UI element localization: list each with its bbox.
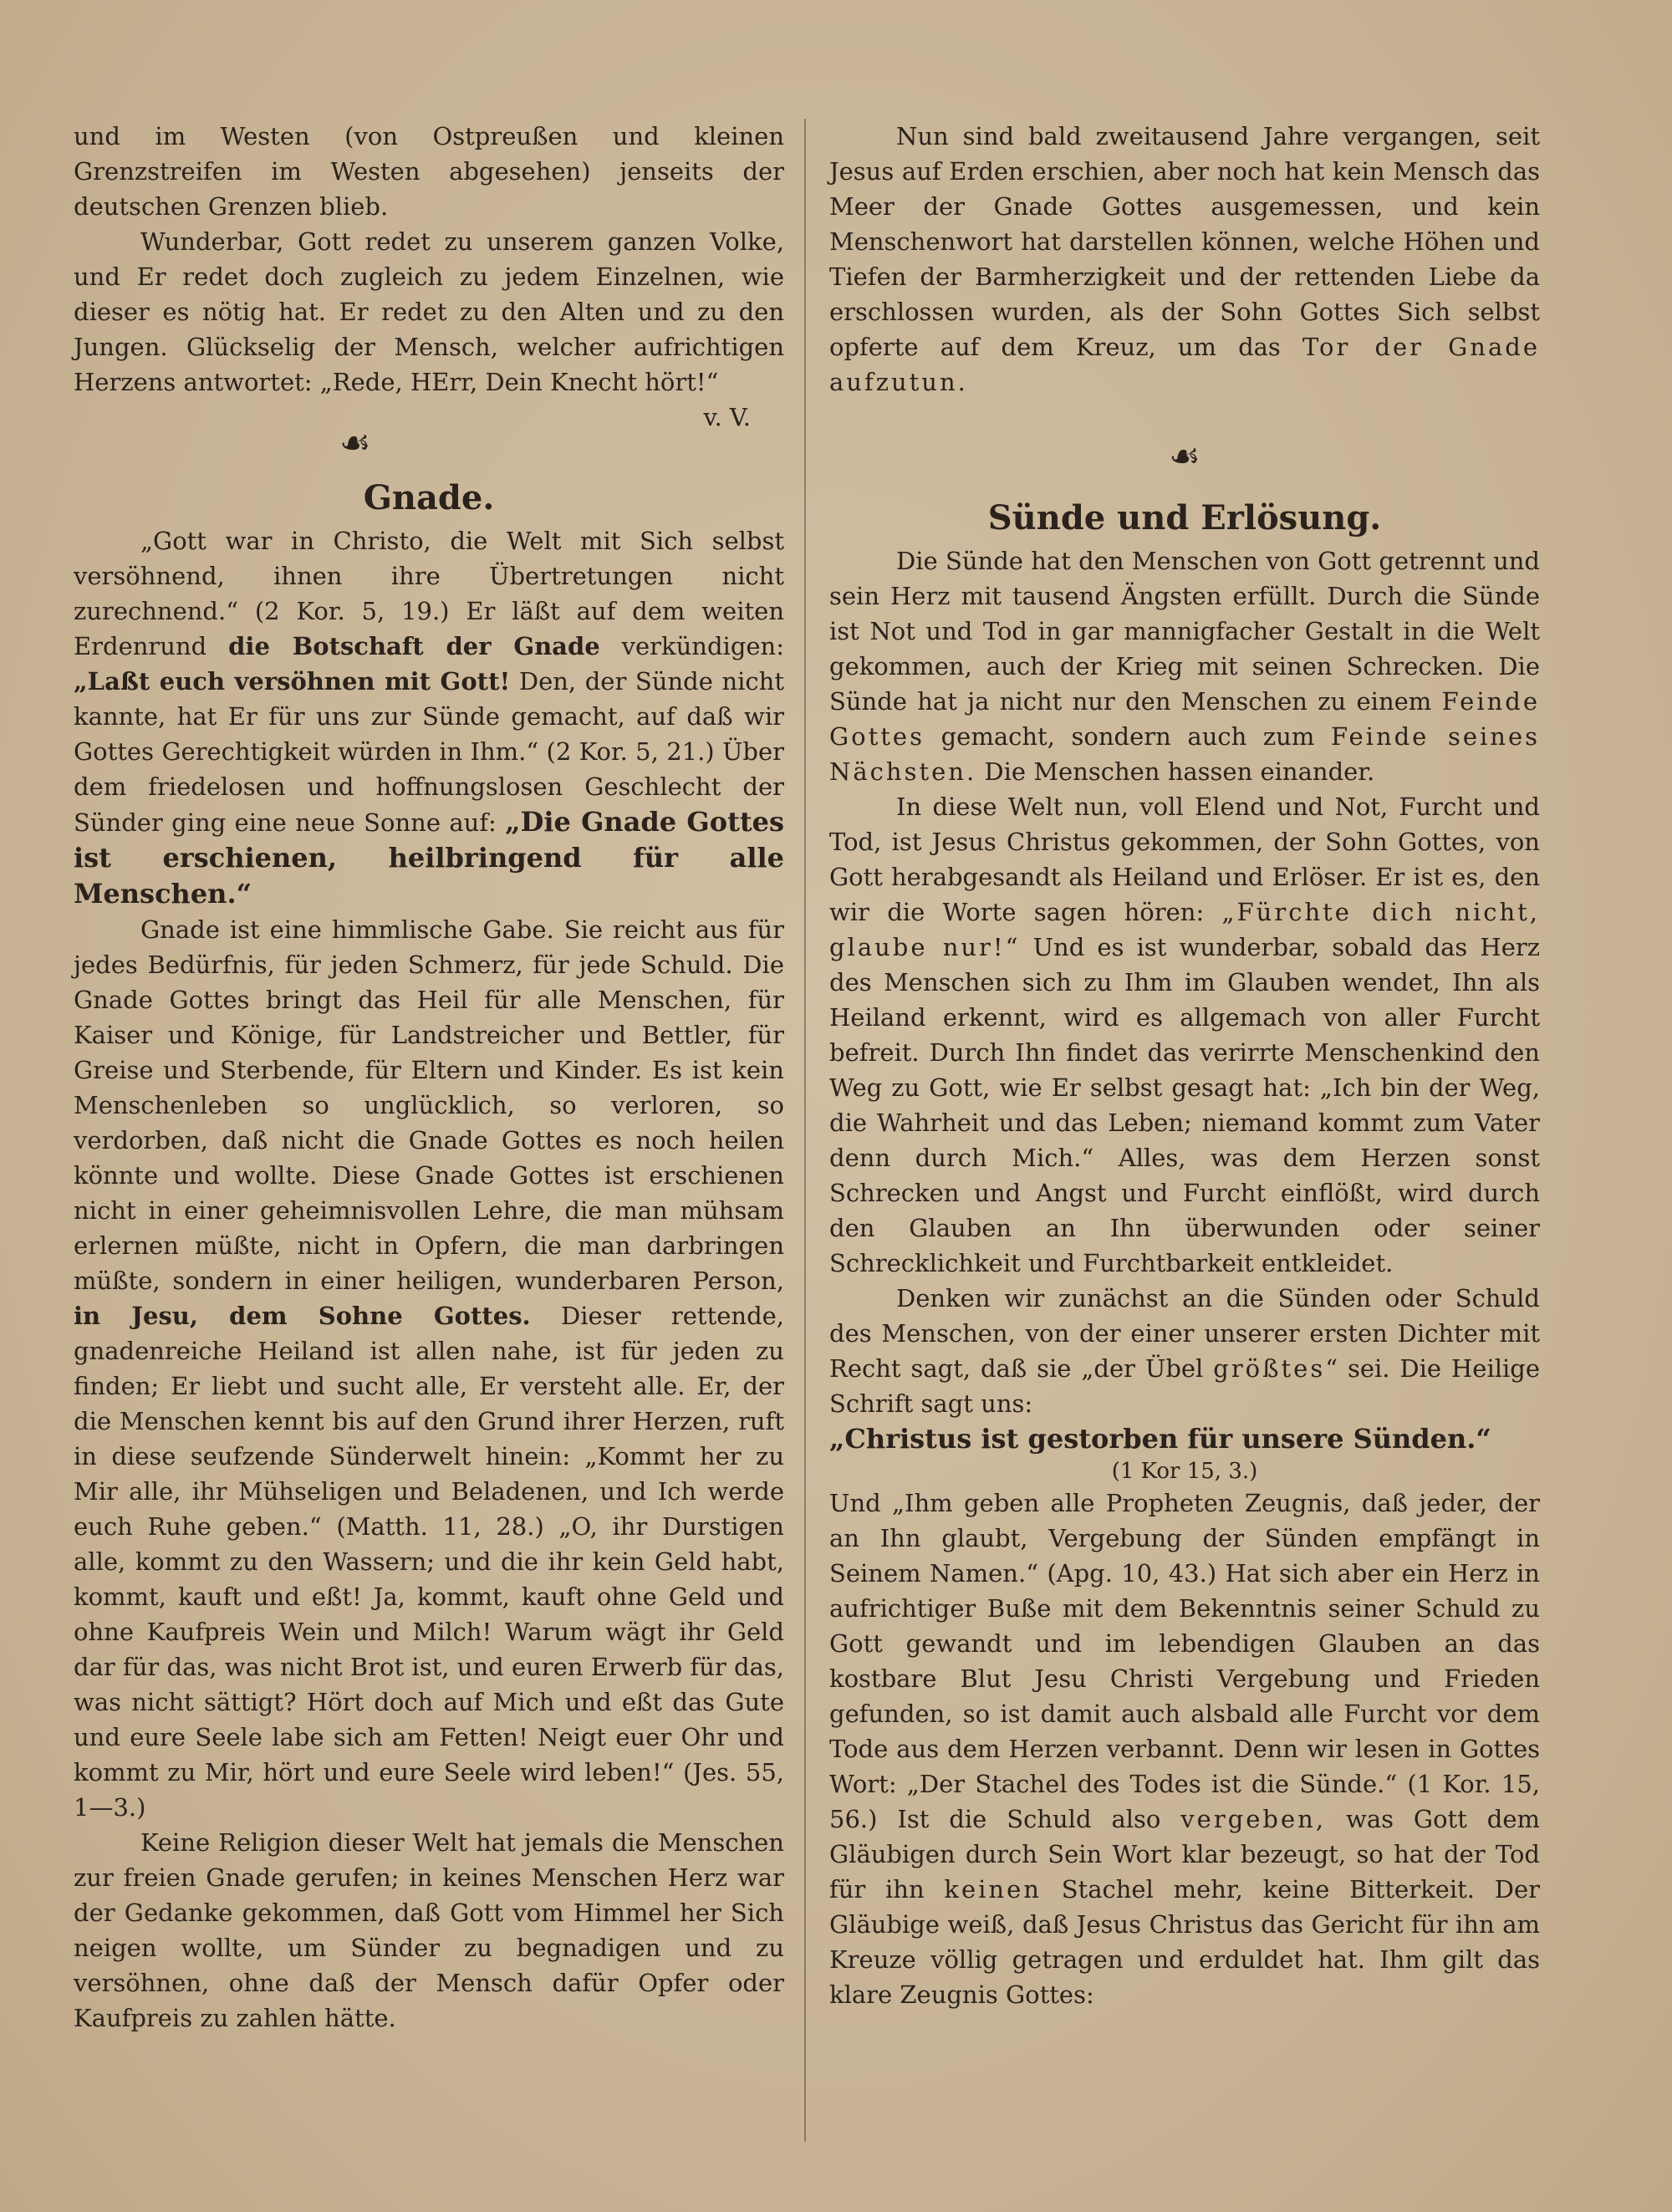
ornament-icon: ☙ [339,422,371,463]
quote-reference: (1 Kor 15, 3.) [1111,1459,1258,1484]
paragraph-suende-2 [829,789,1540,1281]
emphasis-gnade-gottes: „Die Gnade Gottes ist erschienen, heilbringend für alle Menschen.“ [74,806,785,910]
spaced-vergeben: vergeben, [1180,1805,1327,1833]
paragraph-wunderbar-text: Wunderbar, Gott redet zu unserem ganzen Volke, und Er redet doch zugleich zu jedem Einzelnen, wie dieser es nötig hat. Er redet zu den Alten und zu den Jungen. Glückselig der Mensch, welcher aufrichtigen Herzens antwortet: „Rede, HErr, Dein Knecht hört!“ [74,227,784,396]
spaced-feinde-gottes: Feinde Gottes [829,687,1541,751]
paragraph-gnade-1 [74,523,784,912]
scripture-quote [829,1421,1540,1457]
paragraph-gnade-2 [74,912,784,1825]
heading-suende-erloesung: Sünde und Erlösung. [987,498,1382,538]
text-fragment: was Gott dem Gläubigen durch Sein Wort klar bezeugt, so hat der Tod für ihn [829,1805,1541,1904]
spaced-feinde-naechsten: Feinde seines Nächsten. [829,722,1540,786]
text-fragment: Den, der Sünde nicht kannte, hat Er für uns zur Sünde gemacht, auf daß wir Gottes Gerechtigkeit würden in Ihm.“ (2 Kor. 5, 21.) Über dem friedelosen und hoffnungslosen Geschlecht der Sünder ging eine neue Sonne auf: [74,667,785,837]
text-fragment: Denken wir zunächst an die Sünden oder Schuld des Menschen, von der einer unserer ersten Dichter mit Recht sagt, daß sie „der Übel [829,1284,1540,1383]
text-fragment: Dieser rettende, gnadenreiche Heiland ist allen nahe, ist für jeden zu finden; Er liebt und sucht alle, Er versteht alle. Er, der die Menschen kennt bis auf den Grund ihrer Herzen, ruft in diese seufzende Sünderwelt hinein: „Kommt her zu Mir alle, ihr Mühseligen und Beladenen, und Ich werde euch Ruhe geben.“ (Matth. 11, 28.) „O, ihr Durstigen alle, kommt zu den Wassern; und die ihr kein Geld habt, kommt, kauft und eßt! Ja, kommt, kauft ohne Geld und ohne Kaufpreis Wein und Milch! Warum wägt ihr Geld dar für das, was nicht Brot ist, und euren Erwerb für das, was nicht sättigt? Hört doch auf Mich und eßt das Gute und eure Seele labe sich am Fetten! Neigt euer Ohr und kommt zu Mir, hört und eure Seele wird leben!“ (Jes. 55, 1—3.) [74,1302,785,1822]
paragraph-suende-1 [829,543,1540,789]
text-fragment: Gnade ist eine himmlische Gabe. Sie reicht aus für jedes Bedürfnis, für jeden Schmerz, für jede Schuld. Die Gnade Gottes bringt das Heil für alle Menschen, für Kaiser und Könige, für Landstreicher und Bettler, für Greise und Sterbende, für Eltern und Kinder. Es ist kein Menschenleben so unglücklich, so verloren, so verdorben, daß nicht die Gnade Gottes es noch heilen könnte und wollte. Diese Gnade Gottes ist erschienen nicht in einer geheimnisvollen Lehre, die man mühsam erlernen müßte, nicht in Opfern, die man darbringen müßte, sondern in einer heiligen, wunderbaren Person, [74,915,784,1295]
spaced-keinen: keinen [944,1875,1042,1904]
ornament-icon: ☙ [1169,436,1200,477]
paragraph-gnade-3: Keine Religion dieser Welt hat jemals die Menschen zur freien Gnade gerufen; in keines Menschen Herz war der Gedanke gekommen, daß Gott vom Himmel her Sich neigen wollte, um Sünder zu begnadigen und zu versöhnen, ohne daß der Mensch dafür Opfer oder Kaufpreis zu zahlen hätte. [74,1828,784,2032]
text-fragment: Die Menschen hassen einander. [984,757,1375,786]
spaced-fuerchte-dich: „Fürchte dich nicht, glaube nur!“ [829,898,1541,961]
right-column [829,119,1540,2012]
emphasis-versoehnen: „Laßt euch versöhnen mit Gott! [74,667,511,696]
quote-christus: „Christus ist gestorben für unsere Sünden.“ [829,1423,1491,1455]
paragraph-suende-4 [829,1486,1540,2012]
text-fragment: Stachel mehr, keine Bitterkeit. Der Gläubige weiß, daß Jesus Christus das Gericht für ihn am Kreuze völlig getragen und erduldet hat. Ihm gilt das klare Zeugnis Gottes: [829,1875,1541,2009]
paragraph-suende-3 [829,1281,1540,1421]
text-fragment: „Gott war in Christo, die Welt mit Sich selbst versöhnend, ihnen ihre Übertretungen nicht zurechnend.“ (2 Kor. 5, 19.) Er läßt auf dem weiten Erdenrund [74,527,784,660]
text-fragment: Nun sind bald zweitausend Jahre vergangen, seit Jesus auf Erden erschien, aber noch hat kein Mensch das Meer der Gnade Gottes ausgemessen, und kein Menschenwort hat darstellen können, welche Höhen und Tiefen der Barmherzigkeit und der rettenden Liebe da erschlossen wurden, als der Sohn Gottes Sich selbst opferte auf dem Kreuz, um das [829,122,1540,361]
spaced-groesstes: größtes [1213,1354,1326,1383]
paragraph-nun [829,119,1540,400]
text-fragment: gemacht, sondern auch zum [940,722,1315,751]
text-fragment: verkündigen: [621,632,784,660]
author-signature: v. V. [703,403,751,431]
emphasis-botschaft: die Botschaft der Gnade [228,632,600,660]
text-fragment: In diese Welt nun, voll Elend und Not, Furcht und Tod, ist Jesus Christus gekommen, der Sohn Gottes, von Gott herabgesandt als Heiland und Erlöser. Er ist es, den wir die Worte sagen hören: [829,793,1540,926]
paragraph-continuation: und im Westen (von Ostpreußen und kleinen Grenzstreifen im Westen abgesehen) jenseits der deutschen Grenzen blieb. [74,122,784,221]
column-divider [804,119,806,2142]
text-fragment: “ sei. Die Heilige Schrift sagt uns: [829,1354,1541,1418]
text-fragment: Die Sünde hat den Menschen von Gott getrennt und sein Herz mit tausend Ängsten erfüllt. Durch die Sünde ist Not und Tod in gar mannigfacher Gestalt in die Welt gekommen, auch der Krieg mit seinen Schrecken. Die Sünde hat ja nicht nur den Menschen zu einem [829,547,1540,716]
text-fragment: Und „Ihm geben alle Propheten Zeugnis, daß jeder, der an Ihn glaubt, Vergebung der Sünden empfängt in Seinem Namen.“ (Apg. 10, 43.) Hat sich aber ein Herz in aufrichtiger Buße mit dem Bekenntnis seiner Schuld zu Gott gewandt und im lebendigen Glauben an das kostbare Blut Jesu Christi Vergebung und Frieden gefunden, so ist damit auch alsbald alle Furcht vor dem Tode aus dem Herzen verbannt. Denn wir lesen in Gottes Wort: „Der Stachel des Todes ist die Sünde.“ (1 Kor. 15, 56.) Ist die Schuld also [829,1489,1540,1833]
paragraph-wunderbar [74,224,784,431]
emphasis-in-jesu: in Jesu, dem Sohne Gottes. [74,1302,531,1330]
spaced-tor-der-gnade: Tor der Gnade aufzutun. [829,333,1541,396]
heading-gnade: Gnade. [363,478,495,517]
left-column [74,119,784,2036]
text-fragment: Und es ist wunderbar, sobald das Herz des Menschen sich zu Ihm im Glauben wendet, Ihn als Heiland erkennt, wird es allgemach von aller Furcht befreit. Durch Ihn findet das verirrte Menschenkind den Weg zu Gott, wie Er selbst gesagt hat: „Ich bin der Weg, die Wahrheit und das Leben; niemand kommt zum Vater denn durch Mich.“ Alles, was dem Herzen sonst Schrecken und Angst und Furcht einflößt, wird durch den Glauben an Ihn überwunden oder seiner Schrecklichkeit und Furchtbarkeit entkleidet. [829,933,1540,1277]
